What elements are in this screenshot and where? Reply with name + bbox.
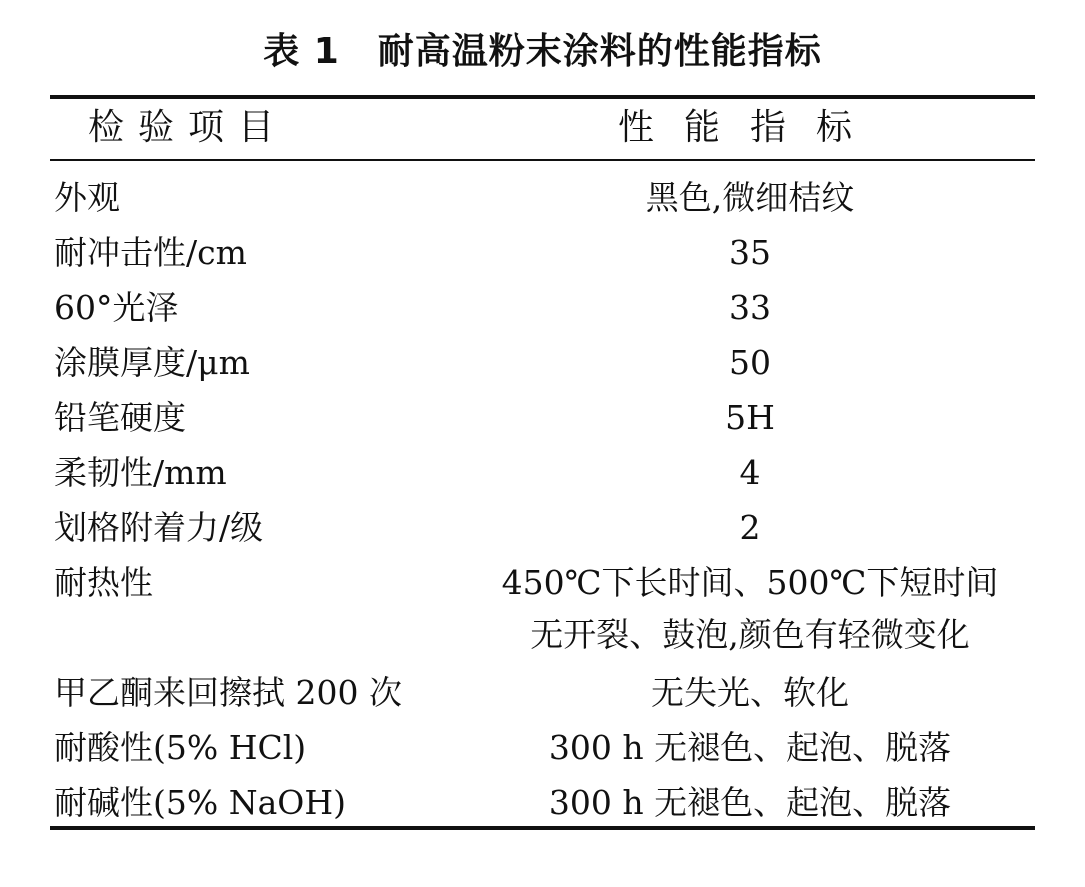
table-header-rule [50,159,1035,161]
row-value-adhesion: 2 [739,508,761,547]
row-value-mek-rub: 无失光、软化 [651,673,849,712]
row-item-heat-resistance: 耐热性 [54,563,153,602]
row-value-alkali-resistance: 300 h 无褪色、起泡、脱落 [548,783,952,822]
table-row [0,337,1085,392]
row-value-acid-resistance: 300 h 无褪色、起泡、脱落 [548,728,952,767]
table-row [0,502,1085,557]
table-caption-title: 耐高温粉末涂料的性能指标 [377,31,822,72]
row-value-gloss: 33 [729,288,771,327]
table-row [0,777,1085,832]
table-header-value: 性能指标 [617,107,882,148]
table-body [0,172,1085,832]
table-header-item: 检验项目 [88,107,289,148]
row-item-flexibility: 柔韧性/mm [54,453,227,492]
row-value-pencil-hardness: 5H [725,398,775,437]
heat-resistance-line-1: 450℃下长时间、500℃下短时间 [501,563,999,602]
row-item-impact-resistance: 耐冲击性/cm [54,233,247,272]
row-item-alkali-resistance: 耐碱性(5% NaOH) [54,783,346,822]
row-value-flexibility: 4 [739,453,761,492]
row-item-adhesion: 划格附着力/级 [54,508,264,547]
row-item-mek-rub: 甲乙酮来回擦拭 200 次 [54,673,402,712]
table-row [0,227,1085,282]
row-value-heat-resistance [500,557,1000,661]
table-row [0,722,1085,777]
table-caption [0,28,1085,76]
row-item-pencil-hardness: 铅笔硬度 [54,398,186,437]
table-row [0,667,1085,722]
row-item-appearance: 外观 [54,178,120,217]
row-item-gloss: 60°光泽 [54,288,179,327]
row-item-film-thickness: 涂膜厚度/μm [54,343,250,382]
row-value-appearance: 黑色,微细桔纹 [645,178,855,217]
row-value-film-thickness: 50 [729,343,771,382]
table-top-rule [50,95,1035,99]
heat-resistance-line-2: 无开裂、鼓泡,颜色有轻微变化 [530,615,970,654]
row-item-acid-resistance: 耐酸性(5% HCl) [54,728,307,767]
table-caption-number: 表 1 [263,31,340,72]
row-value-impact-resistance: 35 [729,233,771,272]
table-row [0,282,1085,337]
table-row [0,172,1085,227]
table-row [0,447,1085,502]
table-row [0,392,1085,447]
table-bottom-rule [50,826,1035,830]
table-row [0,557,1085,667]
